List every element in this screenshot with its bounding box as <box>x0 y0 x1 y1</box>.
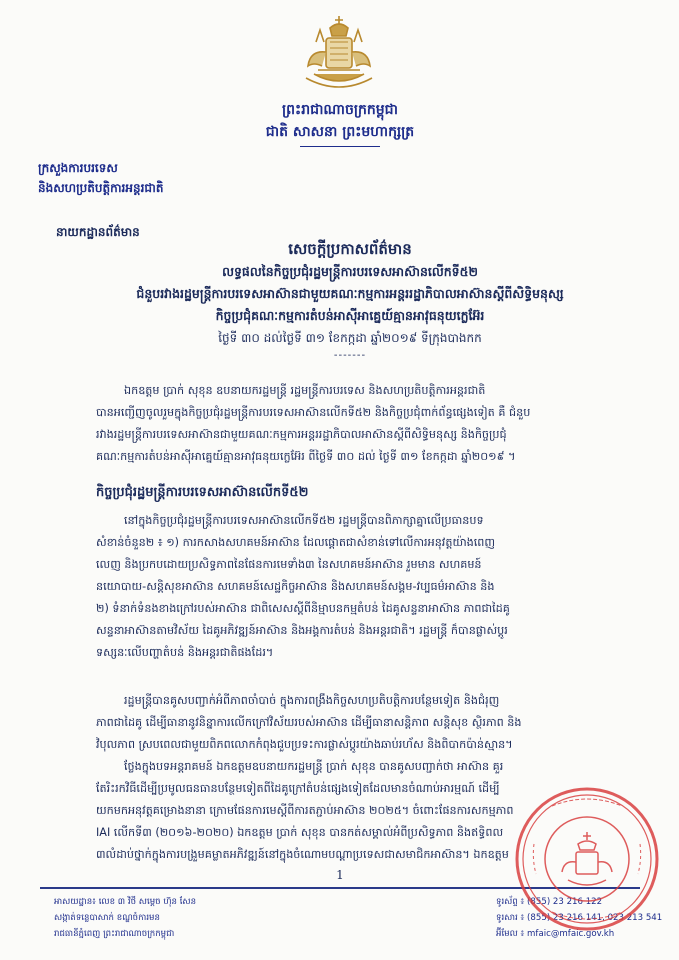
document-date-place: ថ្ងៃទី ៣០ ដល់ថ្ងៃទី ៣១ ខែកក្កដា ឆ្នាំ២០១៩ ទីក្រុងបាងកក <box>218 331 482 345</box>
phone-line: ទូរស័ព្ទ ៖ (855) 23 216 122 <box>496 897 603 907</box>
document-title: សេចក្តីប្រកាសព័ត៌មាន <box>288 240 412 258</box>
document-subtitle-3: កិច្ចប្រជុំគណៈកម្មការតំបន់អាស៊ីអាគ្នេយ៍គ្មានអាវុធនុយក្លេអ៊ែរ <box>215 308 485 323</box>
paragraph-line: នៅក្នុងកិច្ចប្រជុំរដ្ឋមន្ត្រីការបរទេសអាស៊ានលើកទី៥២ រដ្ឋមន្ត្រីបានពិភាក្សាគ្នាលើប្រធានបទ <box>124 514 484 527</box>
paragraph-line: ឯកឧត្តម ប្រាក់ សុខុន ឧបនាយករដ្ឋមន្ត្រី រដ្ឋមន្ត្រីការបរទេស និងសហប្រតិបត្តិការអន្តរជាតិ <box>124 384 486 397</box>
paragraph-line: វិបុលភាព ស្របពេលជាមួយពិភពលោកកំពុងជួបប្រទះការផ្លាស់ប្តូរយ៉ាងឆាប់រហ័ស និងពិបាកប៉ាន់ស្មាន។ <box>96 738 513 751</box>
paragraph-line: ៣លំដាប់ថ្នាក់ក្នុងការបង្រួមគម្លាតអភិវឌ្ឍន៍នៅក្នុងចំណោមបណ្តាប្រទេសជាសមាជិកអាស៊ាន។ ឯកឧត្តម <box>96 848 509 861</box>
address-line: អាសយដ្ឋាន៖ លេខ ៣ វិថី សម្តេច ហ៊ុន សែន <box>54 897 197 907</box>
paragraph-line: សន្ទនាអាស៊ានតាមវិស័យ ដៃគូអភិវឌ្ឍន៍អាស៊ាន និងអង្គការតំបន់ និងអន្តរជាតិ។ រដ្ឋមន្ត្រី ក៏បានផ្លាស់ប្តូរ <box>96 624 508 637</box>
paragraph-line: ទស្សនៈលើបញ្ហាតំបន់ និងអន្តរជាតិផងដែរ។ <box>96 646 274 659</box>
kingdom-title: ព្រះរាជាណាចក្រកម្ពុជា <box>281 102 398 118</box>
paragraph-line: ថ្លែងក្នុងបទអន្តរាគមន៍ ឯកឧត្តមឧបនាយករដ្ឋមន្ត្រី ប្រាក់ សុខុន បានគូសបញ្ជាក់ថា អាស៊ាន គួរ <box>124 760 504 773</box>
email-line: អ៊ីមែល ៖ mfaic@mfaic.gov.kh <box>496 929 615 939</box>
header-divider <box>300 146 380 147</box>
paragraph-cooperation <box>96 690 636 756</box>
address-line: រាជធានីភ្នំពេញ ព្រះរាជាណាចក្រកម្ពុជា <box>54 929 175 939</box>
address-line: សង្កាត់ទន្លេបាសាក់ ខណ្ឌចំការមន <box>54 913 160 923</box>
official-seal-icon <box>512 784 662 934</box>
paragraph-line: យកមកអនុវត្តគម្រោងនានា ក្រោមផែនការមេស្តីពីការតភ្ជាប់អាស៊ាន ២០២៥។ ចំពោះផែនការសកម្មភាព <box>96 804 514 817</box>
paragraph-line: តែរិះរកវិធីដើម្បីប្រមូលធនធានបន្ថែមទៀតពីដៃគូក្រៅតំបន់ផ្សេងទៀតដែលមានចំណាប់អារម្មណ៍ ដើម្បី <box>96 782 500 795</box>
footer-address <box>54 894 196 942</box>
ministry-name-line2: និងសហប្រតិបត្តិការអន្តរជាតិ <box>38 181 164 195</box>
section-heading: កិច្ចប្រជុំរដ្ឋមន្ត្រីការបរទេសអាស៊ានលើកទី៥២ <box>96 485 309 500</box>
paragraph-line: នយោបាយ-សន្តិសុខអាស៊ាន សហគមន៍សេដ្ឋកិច្ចអាស៊ាន និងសហគមន៍សង្គម-វប្បធម៌អាស៊ាន និង <box>96 580 495 593</box>
paragraph-line: គណៈកម្មការតំបន់អាស៊ីអាគ្នេយ៍គ្មានអាវុធនុយក្លេអ៊ែរ ពីថ្ងៃទី ៣០ ដល់ ថ្ងៃទី ៣១ ខែកក្កដា ឆ្នាំ២០១៩ ។ <box>96 450 516 463</box>
national-motto: ជាតិ សាសនា ព្រះមហាក្សត្រ <box>265 124 415 140</box>
paragraph-line: រដ្ឋមន្ត្រីបានគូសបញ្ជាក់អំពីភាពចាំបាច់ ក្នុងការពង្រឹងកិច្ចសហប្រតិបត្តិការបន្ថែមទៀត និងជំរុញ <box>124 694 500 707</box>
paragraph-line: បានអញ្ជើញចូលរួមក្នុងកិច្ចប្រជុំរដ្ឋមន្ត្រីការបរទេសអាស៊ានលើកទី៥២ និងកិច្ចប្រជុំពាក់ព័ន្ធផ្សេងទៀត គឺ ជំនួប <box>96 406 531 419</box>
paragraph-line: ២) ទំនាក់ទំនងខាងក្រៅរបស់អាស៊ាន ជាពិសេសស្តីពីនិម្មាបនកម្មតំបន់ ដៃគូសន្ទនាអាស៊ាន ភាពជាដៃគូ <box>96 602 510 615</box>
page-number: 1 <box>336 868 344 882</box>
paragraph-line: ភាពជាដៃគូ ដើម្បីធានានូវនិន្នាការលើកក្រៅវិស័យរបស់អាស៊ាន ដើម្បីធានាសន្តិភាព សន្តិសុខ ស្ថិរភាព និង <box>96 716 522 729</box>
paragraph-line: រវាងរដ្ឋមន្ត្រីការបរទេសអាស៊ានជាមួយគណៈកម្មការអន្តររដ្ឋាភិបាលអាស៊ានស្តីពីសិទ្ធិមនុស្ស និងកិច្ចប្រជុំ <box>96 428 507 441</box>
royal-arms-emblem-icon <box>296 12 382 94</box>
document-subtitle-1: លទ្ធផលនៃកិច្ចប្រជុំរដ្ឋមន្ត្រីការបរទេសអាស៊ានលើកទី៥២ <box>222 264 478 279</box>
fax-line: ទូរសារ ៖ (855) 23 216 141, 023 213 541 <box>496 913 663 923</box>
paragraph-meeting <box>96 510 636 664</box>
paragraph-line: IAI លើកទី៣ (២០១៦-២០២០) ឯកឧត្តម ប្រាក់ សុខុន បានកត់សម្គាល់អំពីប្រសិទ្ធភាព និងឥទ្ធិពល <box>96 826 504 839</box>
department-name: នាយកដ្ឋានព័ត៌មាន <box>56 225 140 239</box>
paragraph-line: សំខាន់ចំនួន២ ៖ ១) ការកសាងសហគមន៍អាស៊ាន ដែលផ្តោតជាសំខាន់ទៅលើការអនុវត្តយ៉ាងពេញ <box>96 536 496 549</box>
document-subtitle-2: ជំនួបរវាងរដ្ឋមន្ត្រីការបរទេសអាស៊ានជាមួយគណៈកម្មការអន្តររដ្ឋាភិបាលអាស៊ានស្តីពីសិទ្ធិមនុស្ស <box>136 286 564 301</box>
paragraph-intro <box>96 380 636 468</box>
title-separator: ------- <box>333 350 367 361</box>
paragraph-line: លេញ និងប្រកបដោយប្រសិទ្ធភាពនៃផែនការមេទាំង៣ នៃសហគមន៍អាស៊ាន រួមមាន សហគមន៍ <box>96 558 482 571</box>
ministry-name-line1: ក្រសួងការបរទេស <box>38 161 118 175</box>
